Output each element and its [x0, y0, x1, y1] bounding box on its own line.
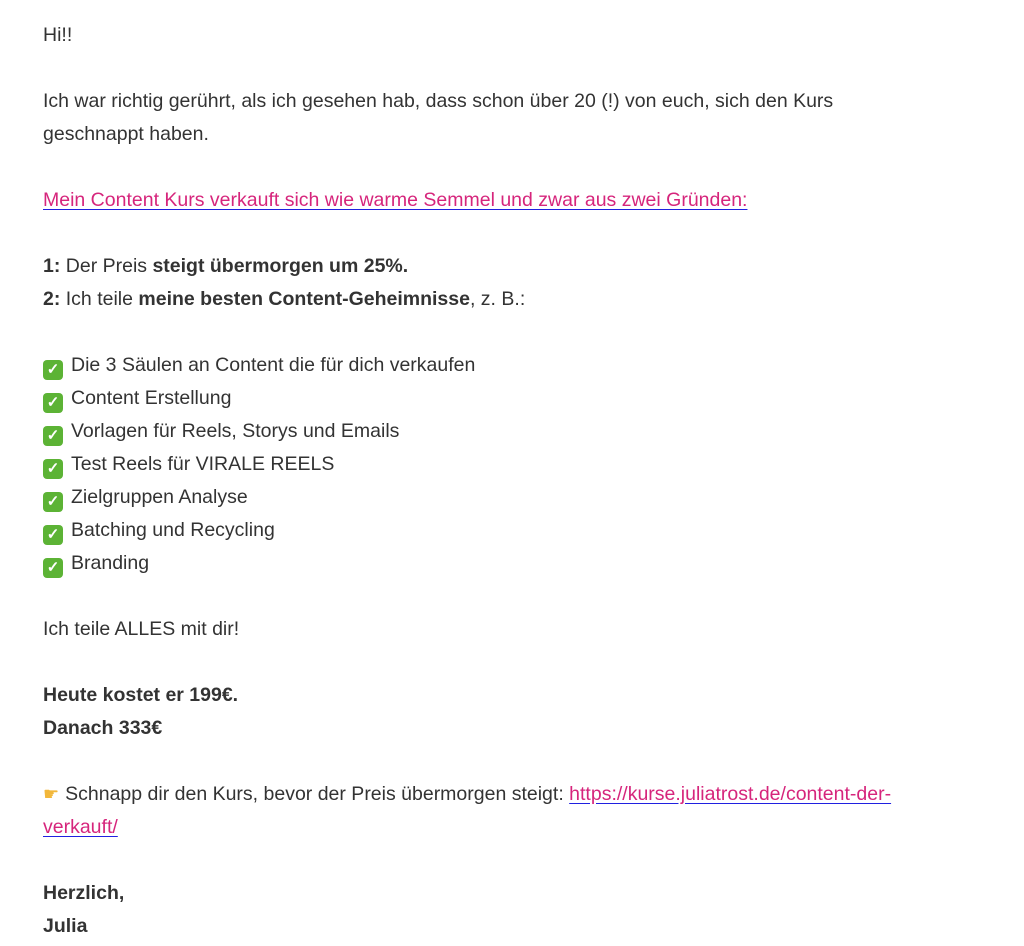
list-item: ✓ Zielgruppen Analyse: [43, 481, 891, 514]
email-body: [43, 19, 891, 943]
check-mark-icon: ✓: [43, 393, 63, 413]
reason-1: 1: Der Preis steigt übermorgen um 25%.: [43, 255, 409, 277]
greeting: Hi!!: [43, 24, 73, 46]
signoff: Herzlich,: [43, 882, 125, 904]
list-item: ✓ Die 3 Säulen an Content die für dich verkaufen: [43, 349, 891, 382]
intro-line-1: Ich war richtig gerührt, als ich gesehen hab, dass schon über 20 (!) von euch, sich den Kurs: [43, 90, 834, 112]
price-after: Danach 333€: [43, 717, 163, 739]
reason-2: 2: Ich teile meine besten Content-Geheimnisse, z. B.:: [43, 288, 526, 310]
course-link[interactable]: https://kurse.juliatrost.de/content-der-: [569, 783, 892, 805]
check-mark-icon: ✓: [43, 492, 63, 512]
list-item: ✓ Branding: [43, 547, 891, 580]
course-link-continued[interactable]: verkauft/: [43, 816, 118, 838]
check-mark-icon: ✓: [43, 360, 63, 380]
pointing-hand-icon: ☛: [43, 784, 60, 804]
share-all-text: Ich teile ALLES mit dir!: [43, 618, 240, 640]
list-item: ✓ Vorlagen für Reels, Storys und Emails: [43, 415, 891, 448]
check-mark-icon: ✓: [43, 525, 63, 545]
list-item: ✓ Content Erstellung: [43, 382, 891, 415]
list-item: ✓ Test Reels für VIRALE REELS: [43, 448, 891, 481]
check-mark-icon: ✓: [43, 459, 63, 479]
price-today: Heute kostet er 199€.: [43, 684, 239, 706]
headline-link[interactable]: Mein Content Kurs verkauft sich wie warme Semmel und zwar aus zwei Gründen:: [43, 189, 748, 211]
check-mark-icon: ✓: [43, 426, 63, 446]
check-mark-icon: ✓: [43, 558, 63, 578]
sender-name: Julia: [43, 915, 88, 937]
cta-line: ☛ Schnapp dir den Kurs, bevor der Preis übermorgen steigt: https://kurse.juliatrost.de/content-der-: [43, 778, 891, 811]
list-item: ✓ Batching und Recycling: [43, 514, 891, 547]
intro-line-2: geschnappt haben.: [43, 123, 209, 145]
